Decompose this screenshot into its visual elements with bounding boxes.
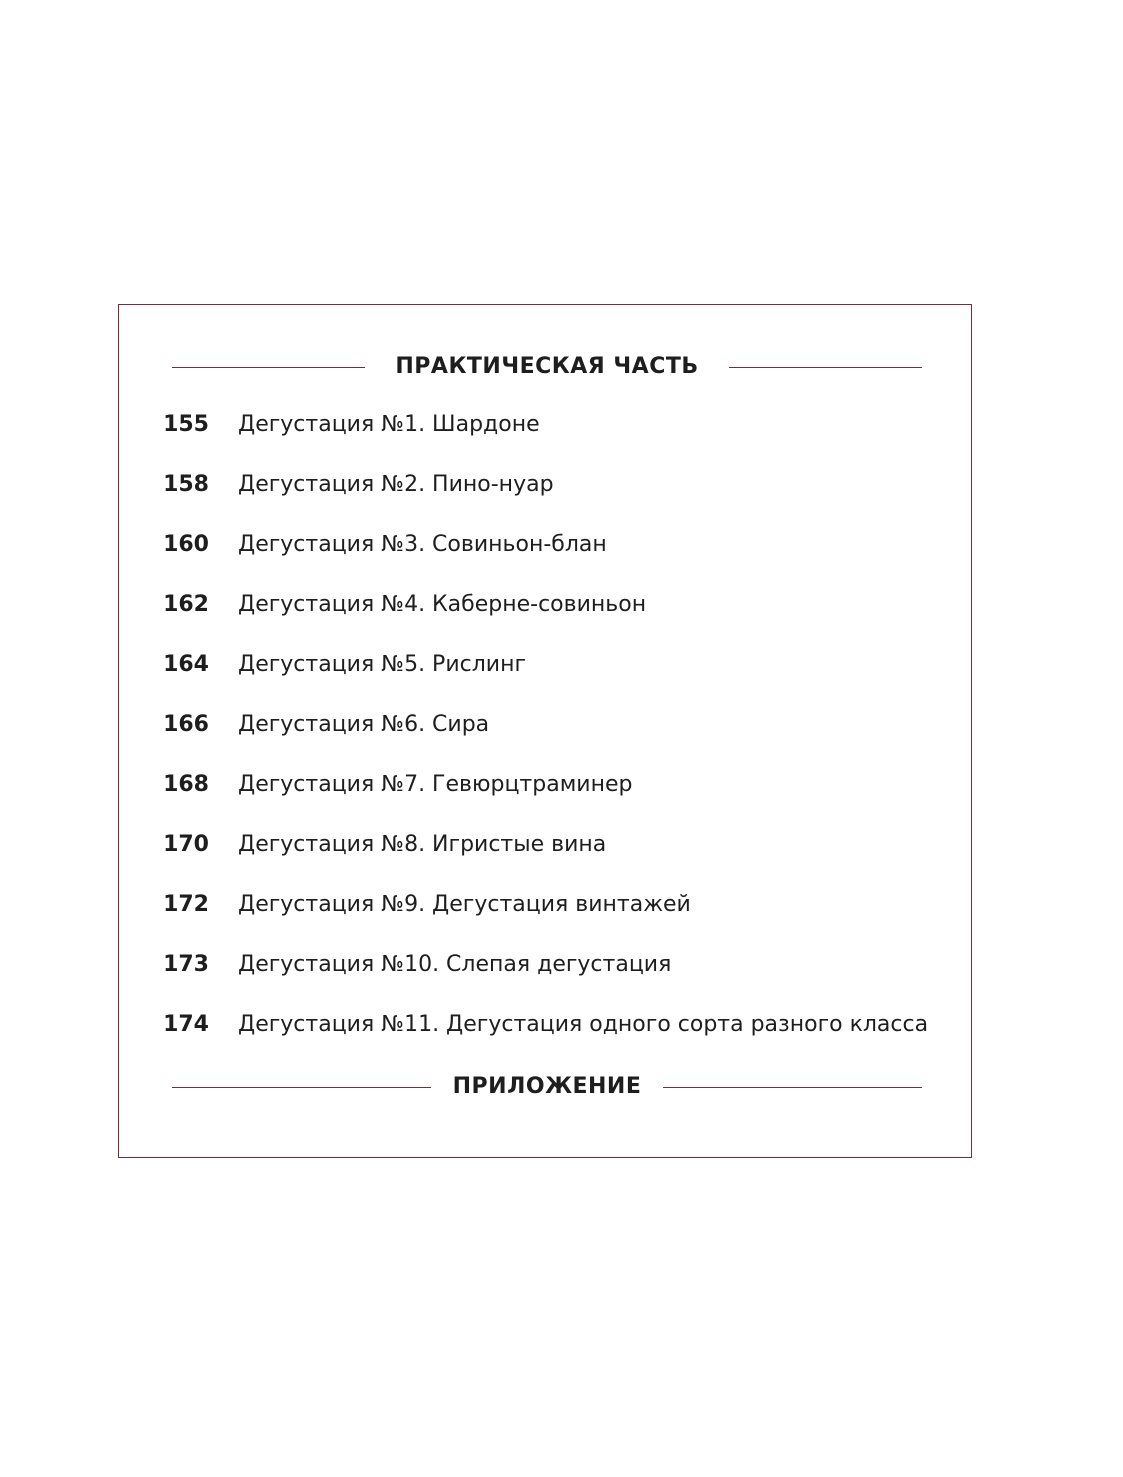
- toc-entry[interactable]: [119, 649, 971, 709]
- heading-rule-left: [172, 1087, 431, 1088]
- section-title-appendix: ПРИЛОЖЕНИЕ: [452, 1074, 642, 1099]
- toc-page-number: 173: [163, 952, 209, 977]
- toc-entry[interactable]: [119, 949, 971, 1009]
- toc-entry[interactable]: [119, 469, 971, 529]
- toc-entry-title: Дегустация №8. Игристые вина: [238, 832, 607, 857]
- toc-page-number: 164: [163, 652, 209, 677]
- toc-page-number: 166: [163, 712, 209, 737]
- toc-entry[interactable]: [119, 529, 971, 589]
- heading-rule-left: [172, 367, 365, 368]
- toc-entry[interactable]: [119, 1009, 971, 1069]
- toc-entry[interactable]: [119, 829, 971, 889]
- toc-entry[interactable]: [119, 769, 971, 829]
- toc-page-number: 162: [163, 592, 209, 617]
- toc-page-number: 160: [163, 532, 209, 557]
- toc-entry-title: Дегустация №1. Шардоне: [238, 412, 540, 437]
- toc-entry-title: Дегустация №6. Сира: [238, 712, 490, 737]
- toc-entry-title: Дегустация №10. Слепая дегустация: [238, 952, 672, 977]
- toc-entry-title: Дегустация №3. Совиньон-блан: [238, 532, 607, 557]
- toc-entry[interactable]: [119, 709, 971, 769]
- toc-entry-title: Дегустация №9. Дегустация винтажей: [238, 892, 691, 917]
- toc-entry[interactable]: [119, 889, 971, 949]
- table-of-contents-frame: [118, 304, 972, 1158]
- toc-page-number: 158: [163, 472, 209, 497]
- toc-entry-title: Дегустация №2. Пино-нуар: [238, 472, 554, 497]
- toc-entry-title: Дегустация №7. Гевюрцтраминер: [238, 772, 633, 797]
- toc-page-number: 174: [163, 1012, 209, 1037]
- section-heading-appendix: [172, 1072, 922, 1102]
- toc-page-number: 155: [163, 412, 209, 437]
- toc-page-number: 172: [163, 892, 209, 917]
- toc-entry[interactable]: [119, 409, 971, 469]
- heading-rule-right: [729, 367, 922, 368]
- toc-list: [119, 409, 971, 1069]
- section-title-practical: ПРАКТИЧЕСКАЯ ЧАСТЬ: [395, 354, 699, 379]
- toc-page-number: 170: [163, 832, 209, 857]
- toc-entry[interactable]: [119, 589, 971, 649]
- toc-entry-title: Дегустация №5. Рислинг: [238, 652, 527, 677]
- heading-rule-right: [663, 1087, 922, 1088]
- section-heading-practical: [172, 352, 922, 382]
- toc-entry-title: Дегустация №4. Каберне-совиньон: [238, 592, 647, 617]
- toc-entry-title: Дегустация №11. Дегустация одного сорта разного класса: [238, 1012, 929, 1037]
- toc-page-number: 168: [163, 772, 209, 797]
